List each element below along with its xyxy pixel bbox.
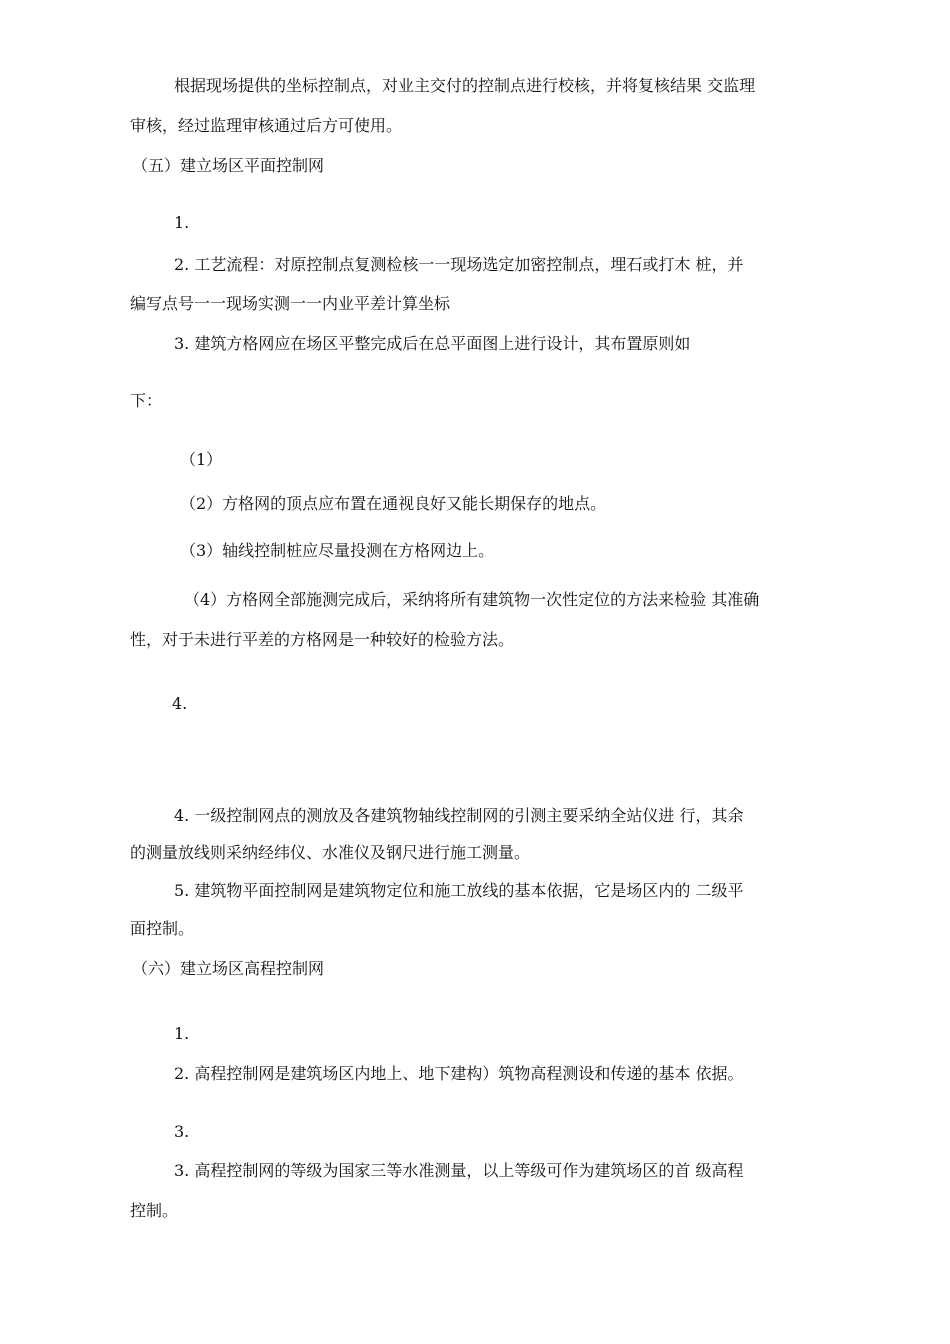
list-item: 1. xyxy=(174,1024,190,1043)
list-item: （4）方格网全部施测完成后，采纳将所有建筑物一次性定位的方法来检验 其准确 xyxy=(184,590,760,609)
list-item: （2）方格网的顶点应布置在通视良好又能长期保存的地点。 xyxy=(180,494,607,513)
list-item: 3. 建筑方格网应在场区平整完成后在总平面图上进行设计，其布置原则如 xyxy=(174,334,691,353)
list-item: 4. 一级控制网点的测放及各建筑物轴线控制网的引测主要采纳全站仪进 行，其余 xyxy=(174,806,744,825)
paragraph-line: 编写点号一一现场实测一一内业平差计算坐标 xyxy=(130,294,451,313)
section-heading: （五）建立场区平面控制网 xyxy=(132,156,325,175)
list-item: 2. 高程控制网是建筑场区内地上、地下建构）筑物高程测设和传递的基本 依据。 xyxy=(174,1064,744,1083)
paragraph-line: 审核，经过监理审核通过后方可使用。 xyxy=(130,116,403,135)
paragraph-line: 的测量放线则采纳经纬仪、水准仪及钢尺进行施工测量。 xyxy=(130,843,531,862)
list-item: （1） xyxy=(180,450,223,469)
list-item: 5. 建筑物平面控制网是建筑物定位和施工放线的基本依据，它是场区内的 二级平 xyxy=(174,881,744,900)
paragraph-line: 控制。 xyxy=(130,1201,179,1220)
paragraph-line: 性，对于未进行平差的方格网是一种较好的检验方法。 xyxy=(130,630,515,649)
paragraph-line: 面控制。 xyxy=(130,919,195,938)
list-item: （3）轴线控制桩应尽量投测在方格网边上。 xyxy=(180,541,495,560)
section-heading: （六）建立场区高程控制网 xyxy=(132,959,325,978)
paragraph-line: 根据现场提供的坐标控制点，对业主交付的控制点进行校核，并将复核结果 交监理 xyxy=(174,76,756,95)
paragraph-line: 下： xyxy=(130,391,163,410)
list-item: 3. xyxy=(174,1122,190,1141)
list-item: 1. xyxy=(174,213,190,232)
list-item: 4. xyxy=(172,694,188,713)
list-item: 3. 高程控制网的等级为国家三等水准测量，以上等级可作为建筑场区的首 级高程 xyxy=(174,1161,744,1180)
list-item: 2. 工艺流程：对原控制点复测检核一一现场选定加密控制点，埋石或打木 桩，并 xyxy=(174,255,744,274)
